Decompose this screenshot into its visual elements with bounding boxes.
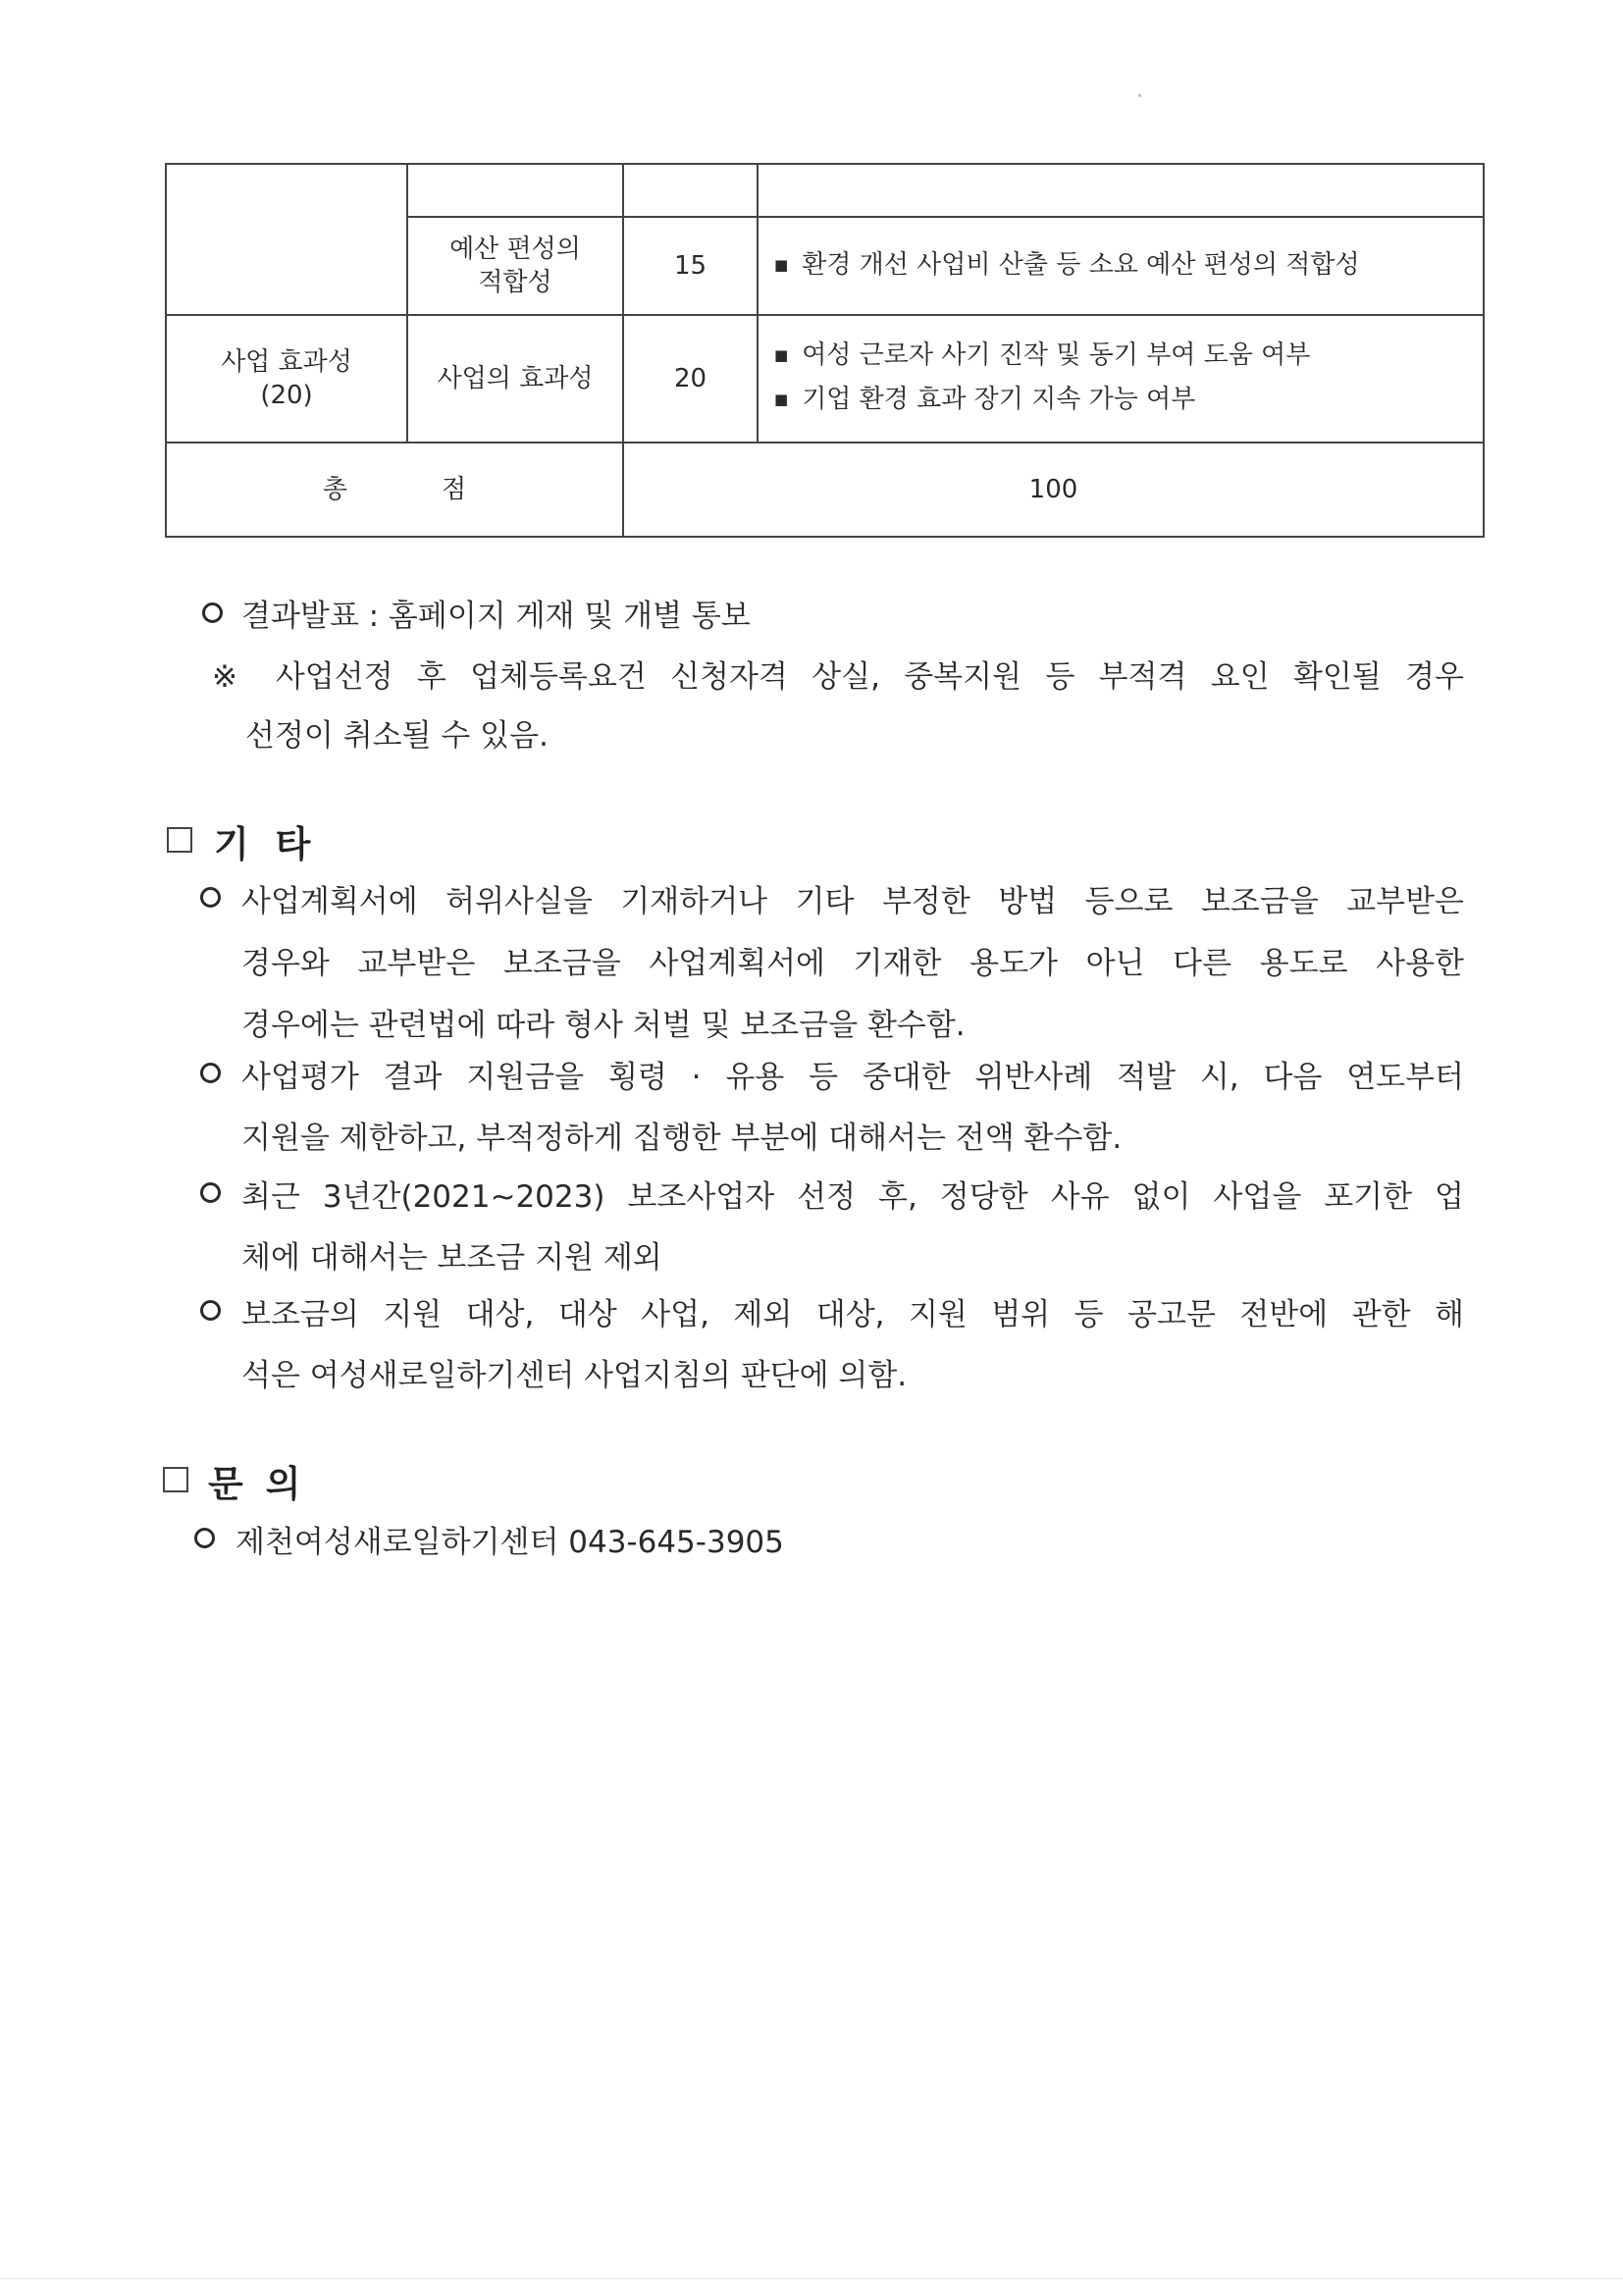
etc-item-2-line2: 지원을 제한하고, 부적정하게 집행한 부분에 대해서는 전액 환수함.	[241, 1121, 1123, 1156]
category-label-line2: (20)	[260, 381, 313, 410]
evaluation-table	[165, 163, 1485, 538]
blank-cell	[407, 164, 623, 217]
etc-item-4-line1: 보조금의 지원 대상, 대상 사업, 제외 대상, 지원 범위 등 공고문 전반에 관한 해	[241, 1297, 1464, 1332]
category-label-line1: 사업 효과성	[221, 347, 352, 377]
section-checkbox-icon	[167, 827, 192, 853]
circle-bullet-icon	[194, 1528, 215, 1548]
score-cell-budget: 15	[623, 217, 758, 315]
etc-item-2-line1: 사업평가 결과 지원금을 횡령 · 유용 등 중대한 위반사례 적발 시, 다음 연도부터	[241, 1060, 1464, 1095]
item-label-line2: 적합성	[478, 268, 552, 297]
result-note-line2: 선정이 취소될 수 있음.	[245, 718, 549, 754]
criteria-cell-effect	[758, 315, 1484, 443]
total-label-b: 점	[442, 475, 467, 504]
circle-bullet-icon	[200, 1300, 221, 1321]
etc-item-1-line1: 사업계획서에 허위사실을 기재하거나 기타 부정한 방법 등으로 보조금을 교부받은	[241, 884, 1464, 919]
etc-item-1-line3: 경우에는 관련법에 따라 형사 처벌 및 보조금을 환수함.	[241, 1008, 966, 1043]
item-label-line1: 예산 편성의	[449, 235, 581, 264]
total-label-a: 총	[322, 475, 347, 504]
result-note-line1: ※ 사업선정 후 업체등록요건 신청자격 상실, 중복지원 등 부적격 요인 확인될 경우	[212, 659, 1464, 695]
criteria-item: ■ 환경 개선 사업비 산출 등 소요 예산 편성의 적합성	[774, 248, 1475, 285]
blank-cell	[758, 164, 1484, 217]
circle-bullet-icon	[202, 602, 223, 623]
criteria-item: ■ 여성 근로자 사기 진작 및 동기 부여 도움 여부	[774, 335, 1475, 379]
total-label-cell	[166, 443, 623, 537]
section-title-contact: 문 의	[208, 1463, 301, 1505]
table-row-blank	[166, 164, 1484, 217]
etc-item-1-line2: 경우와 교부받은 보조금을 사업계획서에 기재한 용도가 아닌 다른 용도로 사용한	[241, 946, 1464, 981]
total-score-cell: 100	[623, 443, 1484, 537]
etc-item-3-line1: 최근 3년간(2021~2023) 보조사업자 선정 후, 정당한 사유 없이 사업을 포기한 업	[241, 1179, 1464, 1215]
table-row-effect	[166, 315, 1484, 443]
table-row-total	[166, 443, 1484, 537]
score-cell-effect: 20	[623, 315, 758, 443]
category-cell-empty	[166, 164, 407, 315]
section-title-etc: 기 타	[214, 823, 311, 865]
item-cell-budget	[407, 217, 623, 315]
etc-item-3-line2: 체에 대해서는 보조금 지원 제외	[241, 1240, 662, 1276]
item-cell-effect: 사업의 효과성	[407, 315, 623, 443]
blank-cell	[623, 164, 758, 217]
criteria-cell-budget	[758, 217, 1484, 315]
scan-speck	[1138, 94, 1141, 97]
criteria-item: ■ 기업 환경 효과 장기 지속 가능 여부	[774, 379, 1475, 423]
result-announce: 결과발표 : 홈페이지 게재 및 개별 통보	[241, 599, 751, 634]
section-checkbox-icon	[163, 1467, 188, 1492]
etc-item-4-line2: 석은 여성새로일하기센터 사업지침의 판단에 의함.	[241, 1358, 908, 1393]
scan-edge	[0, 2278, 1623, 2279]
category-cell-effect	[166, 315, 407, 443]
circle-bullet-icon	[200, 1182, 221, 1203]
circle-bullet-icon	[200, 1063, 221, 1083]
contact-info: 제천여성새로일하기센터 043-645-3905	[236, 1525, 784, 1560]
circle-bullet-icon	[200, 887, 221, 908]
